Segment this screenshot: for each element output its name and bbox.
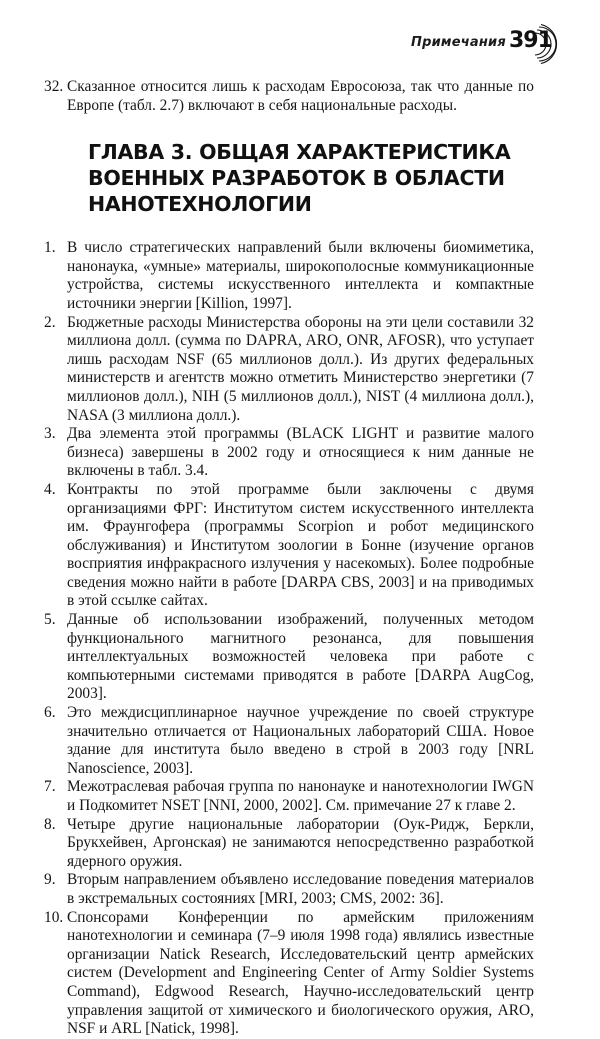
page-number: 391 (509, 28, 552, 53)
note-7 (44, 778, 534, 815)
note-2 (44, 314, 534, 426)
note-text: Бюджетные расходы Министерства обороны на эти цели составили 32 миллиона долл. (сумма по DAPRA, ARO, ONR, AFOSR), что уступает лишь расходам NSF (65 миллионов долл.). Из других федеральных министерств и агентств можно отметить Министерство энергетики (7 миллионов долл.), NIH (5 миллионов долл.), NIST (4 миллиона долл.), NASA (3 миллиона долл.). (67, 313, 534, 424)
note-text: Два элемента этой программы (BLACK LIGHT и развитие малого бизнеса) завершены в 2002 году и относящиеся к ним данные не включены в табл. 3.4. (67, 425, 534, 480)
note-number: 5. (44, 611, 56, 629)
note-text: В число стратегических направлений были включены биомиметика, нанонаука, «умные» материалы, широкополосные коммуникационные устройства, системы искусственного интеллекта и компактные источники энергии [Killion, 1997]. (67, 239, 534, 312)
note-8 (44, 816, 534, 872)
running-head: Примечания (411, 35, 506, 50)
note-number: 8. (44, 815, 56, 833)
page-number-arcs-icon (533, 24, 563, 64)
note-4 (44, 481, 534, 611)
note-10 (44, 909, 534, 1039)
note-6 (44, 704, 534, 778)
note-9 (44, 871, 534, 908)
note-text: Межотраслевая рабочая группа по нанонауке и нанотехнологии IWGN и Подкомитет NSET [NNI, 2000, 2002]. См. примечание 27 к главе 2. (67, 778, 534, 814)
note-number: 2. (44, 313, 56, 331)
note-text: Спонсорами Конференции по армейским приложениям нанотехнологии и семинара (7–9 июля 1998 года) являлись известные организации Natick Research, Исследовательский центр армейских систем (Development and Engineering Center of Army Soldier Systems Command), Edgwood Research, Научно-исследовательский центр управления защитой от химического и биологического оружия, ARO, NSF и ARL [Natick, 1998]. (67, 908, 534, 1038)
chapter-title: ГЛАВА 3. ОБЩАЯ ХАРАКТЕРИСТИКА ВОЕННЫХ РАЗРАБОТОК В ОБЛАСТИ НАНОТЕХНОЛОГИИ (88, 140, 511, 217)
note-number: 7. (44, 778, 56, 796)
note-text: Сказанное относится лишь к расходам Евросоюза, так что данные по Европе (табл. 2.7) включают в себя национальные расходы. (67, 78, 534, 114)
chapter-notes-list (44, 239, 534, 1039)
page-header (405, 24, 565, 64)
note-5 (44, 611, 534, 704)
note-32 (44, 78, 534, 115)
note-number: 3. (44, 425, 56, 443)
note-number: 10. (44, 908, 64, 926)
note-number: 9. (44, 871, 56, 889)
note-text: Вторым направлением объявлено исследование поведения материалов в экстремальных состояниях [MRI, 2003; CMS, 2002: 36]. (67, 871, 534, 907)
note-text: Контракты по этой программе были заключены с двумя организациями ФРГ: Институтом систем искусственного интеллекта им. Фраунгофера (программы Scorpion и робот медицинского обслуживания) и Институтом зоологии в Бонне (изучение органов восприятия инфракрасного излучения у насекомых). Более подробные сведения можно найти в работе [DARPA CBS, 2003] и на приводимых в этой ссылке сайтах. (67, 480, 534, 610)
note-1 (44, 239, 534, 313)
note-number: 6. (44, 704, 56, 722)
page-body (44, 78, 534, 1039)
note-text: Четыре другие национальные лаборатории (Оук-Ридж, Беркли, Брукхейвен, Аргонская) не занимаются непосредственно разработкой ядерного оружия. (67, 815, 534, 870)
note-3 (44, 425, 534, 481)
note-number: 4. (44, 480, 56, 498)
note-number: 32. (44, 78, 64, 95)
note-text: Это междисциплинарное научное учреждение по своей структуре значительно отличается от Национальных лабораторий США. Новое здание для института было введено в строй в 2003 году [NRL Nanoscience, 2003]. (67, 704, 534, 777)
note-number: 1. (44, 239, 56, 257)
note-text: Данные об использовании изображений, полученных методом функционального магнитного резонанса, для повышения интеллектуальных возможностей человека при работе с компьютерными системами приводятся в работе [DARPA AugCog, 2003]. (67, 611, 534, 703)
